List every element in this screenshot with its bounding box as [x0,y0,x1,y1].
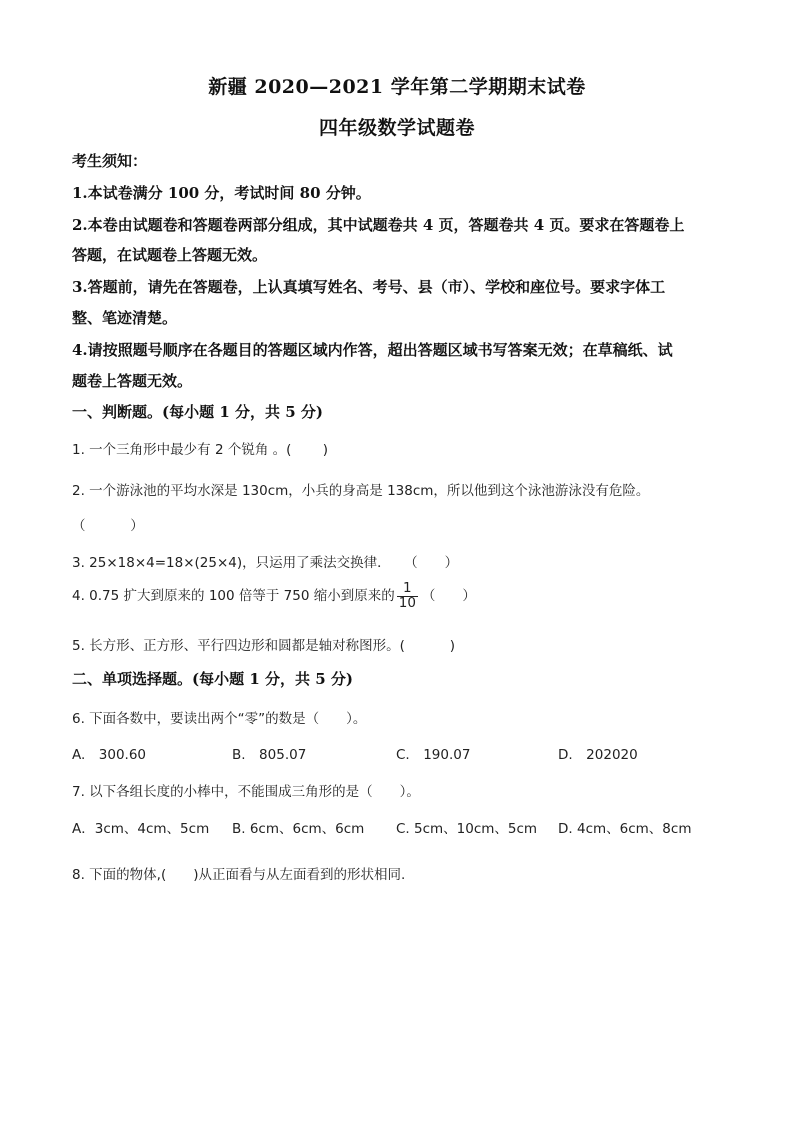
exam-title: 新疆 2020—2021 学年第二学期期末试卷 [208,76,586,98]
question-7-option-a: A．3cm、4cm、5cm [72,821,210,837]
notice-item-1: 1.本试卷满分 100 分，考试时间 80 分钟。 [72,184,371,202]
notice-item-2: 2.本卷由试题卷和答题卷两部分组成，其中试题卷共 4 页，答题卷共 4 页。要求在答题卷上 [72,216,685,234]
question-7-option-b: B. 6cm、6cm、6cm [232,821,365,837]
question-3: 3. 25×18×4=18×(25×4)，只运用了乘法交换律． （ ） [72,555,459,571]
question-6-option-a: A. 300.60 [72,747,147,763]
question-8: 8. 下面的物体,( )从正面看与从左面看到的形状相同. [72,867,406,883]
fraction-numerator: 1 [397,582,418,597]
question-7-option-c: C. 5cm、10cm、5cm [396,821,538,837]
question-1: 1. 一个三角形中最少有 2 个锐角 。( ) [72,442,328,458]
question-2: 2. 一个游泳池的平均水深是 130cm，小兵的身高是 138cm，所以他到这个泳池游泳没有危险。 [72,483,650,499]
question-2-blank: （ ） [72,518,144,534]
exam-subtitle: 四年级数学试题卷 [318,117,475,139]
question-4-blank: （ ） [421,588,476,604]
fraction-denominator: 10 [398,594,416,611]
notice-item-4: 4.请按照题号顺序在各题目的答题区域内作答，超出答题区域书写答案无效；在草稿纸、试 [72,341,673,359]
question-5: 5. 长方形、正方形、平行四边形和圆都是轴对称图形。( ) [72,638,455,654]
question-6-option-b: B. 805.07 [232,747,307,763]
fraction-one-tenth [397,582,418,610]
notice-item-2-cont: 答题，在试题卷上答题无效。 [72,246,268,264]
question-6-option-d: D. 202020 [558,747,638,763]
question-7: 7. 以下各组长度的小棒中，不能围成三角形的是（ ）。 [72,784,420,800]
question-4-text: 4. 0.75 扩大到原来的 100 倍等于 750 缩小到原来的 [72,588,395,604]
question-7-option-d: D. 4cm、6cm、8cm [558,821,692,837]
notice-heading: 考生须知： [72,152,148,170]
notice-item-3: 3.答题前，请先在答题卷，上认真填写姓名、考号、县（市）、学校和座位号。要求字体工 [72,278,666,296]
question-4 [72,582,476,610]
notice-item-4-cont: 题卷上答题无效。 [72,372,193,390]
question-6: 6. 下面各数中，要读出两个“零”的数是（ ）。 [72,711,367,727]
section2-heading: 二、单项选择题。(每小题 1 分，共 5 分) [72,670,353,688]
question-6-option-c: C. 190.07 [396,747,471,763]
notice-item-3-cont: 整、笔迹清楚。 [72,309,178,327]
section1-heading: 一、判断题。(每小题 1 分，共 5 分) [72,403,323,421]
